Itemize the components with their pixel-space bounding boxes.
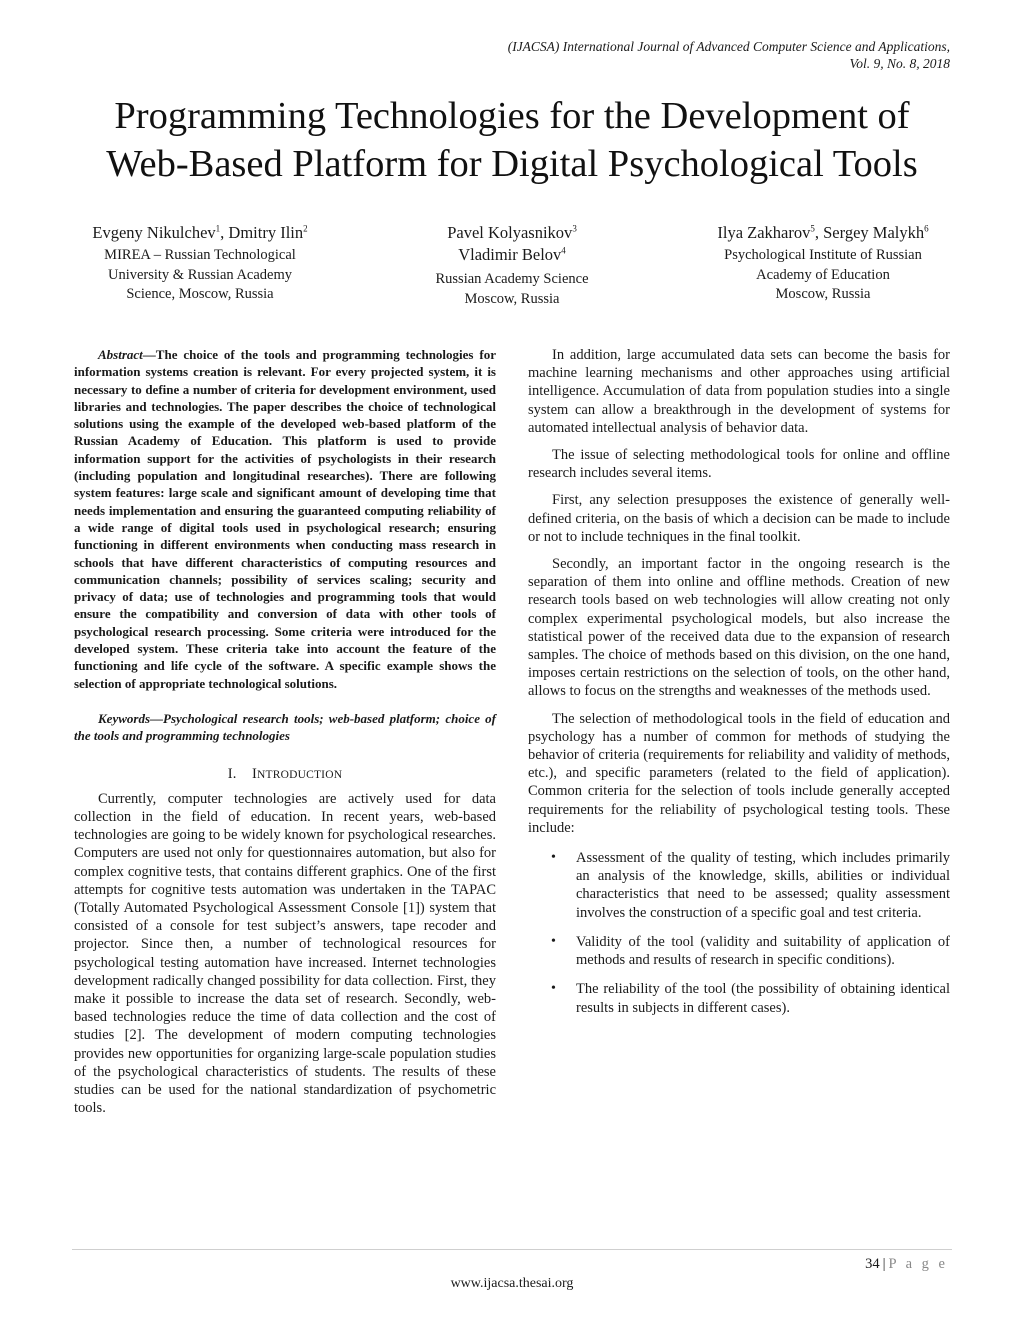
author-names [382, 222, 642, 266]
author-name: Ilya Zakharov [717, 223, 811, 242]
author-names [72, 222, 328, 244]
affiliation-line: Science, Moscow, Russia [126, 286, 274, 302]
body-paragraph: The issue of selecting methodological tools for online and offline research includes several items. [528, 447, 950, 482]
footer-divider [72, 1249, 952, 1250]
affiliation-line: MIREA – Russian Technological [104, 247, 296, 263]
body-paragraph: In addition, large accumulated data sets can become the basis for machine learning mechanisms and other approaches using artificial intelligence. Accumulation of data from population studies into a single system can allow a breakthrough in the development of systems for automated intellectual analysis of behavior data. [528, 347, 950, 436]
title-line-1: Programming Technologies for the Development of [114, 95, 910, 137]
author-name: Sergey Malykh [823, 223, 925, 242]
affiliation-marker: 6 [924, 223, 929, 234]
affiliation-line: Russian Academy Science [435, 271, 589, 287]
author-separator: , [220, 223, 229, 242]
body-paragraph: Secondly, an important factor in the ongoing research is the separation of them into online and offline methods. Creation of new research tools based on web technologies will allow creating not only complex experimental psychological models, but also increase the statistical power of the received data due to the expansion of research samples. The choice of methods based on this division, on the one hand, imposes certain restrictions on the selection of tools, on the other hand, allows to focus on the strengths and weaknesses of the methods used. [528, 556, 950, 700]
right-column [528, 346, 950, 1028]
author-group-3 [694, 222, 952, 305]
affiliation-marker: 4 [561, 245, 566, 256]
affiliation-line: Psychological Institute of Russian [724, 247, 922, 263]
author-group-2 [382, 222, 642, 309]
list-item-text: Assessment of the quality of testing, which includes primarily an analysis of the knowledge, skills, abilities or individual characteristics that need to be assessed; quality assessment involves the construction of a specific goal and test criteria. [576, 850, 950, 921]
keywords [74, 710, 496, 745]
intro-paragraph: Currently, computer technologies are actively used for data collection in the field of education. In recent years, web-based technologies are going to be widely known for psychological researches. Computers are used not only for questionnaires automation, but also for complex cognitive tests, that contains different graphics. One of the first attempts for cognitive tests automation was undertaken in the TAPAC (Totally Automated Psychological Assessment Console [1]) system that consisted of a console for test subject’s answers, tape recoder and projector. Since then, a number of technological resources for psychological testing automation have increased. Internet technologies development radically changed possibility for data collection. First, they make it possible to increase the data set of research. Secondly, web-based technologies reduce the time of data collection and the cost of studies [2]. The development of modern computing technologies provides new opportunities for organizing large-scale population studies of the psychological characteristics of students. The results of these studies can be used for the national standardization of psychometric tools. [74, 790, 496, 1117]
keywords-text: Psychological research tools; web-based platform; choice of the tools and programming technologies [74, 710, 496, 744]
author-name: Evgeny Nikulchev [92, 223, 216, 242]
affiliation-marker: 5 [810, 223, 815, 234]
affiliation-marker: 3 [572, 223, 577, 234]
page-label: P a g e [888, 1256, 948, 1272]
bullet-icon: • [551, 933, 556, 949]
bullet-icon: • [551, 850, 556, 866]
journal-name: (IJACSA) International Journal of Advanced Computer Science and Applications, [507, 39, 950, 54]
abstract [74, 346, 496, 692]
affiliation-line: Academy of Education [756, 266, 890, 283]
journal-header [508, 38, 950, 72]
author-names [694, 222, 952, 244]
list-item-text: Validity of the tool (validity and suitability of application of methods and results of research in specific conditions). [576, 933, 950, 969]
left-column [74, 346, 496, 1117]
section-title-initial: I [251, 765, 257, 782]
author-separator: , [814, 223, 824, 242]
journal-volume: Vol. 9, No. 8, 2018 [849, 56, 950, 71]
author-group-1 [72, 222, 328, 305]
bullet-icon: • [551, 981, 556, 997]
title-line-2: Web-Based Platform for Digital Psychological Tools [106, 143, 918, 185]
author-name: Vladimir Belov [458, 245, 562, 264]
affiliation-marker: 2 [303, 223, 308, 234]
abstract-text: The choice of the tools and programming technologies for information systems creation is relevant. For every projected system, it is necessary to define a number of criteria for development environment, used libraries and technologies. The paper describes the choice of technological solutions using the example of the developed web-based platform of the Russian Academy of Education. This platform is used to provide information support for the activities of psychologists in their research (including population and longitudinal researches). There are following system features: large scale and significant amount of developing time that needs implementation and ensuring the guaranteed computing reliability of a wide range of digital tools used in psychological research; ensuring functioning in different environments when conducting mass research in schools that have different characteristics of computing resources and communication channels; possibility of services scaling; security and privacy of data; use of technologies and programming tools that would ensure the compatibility and conversion of data with other tools of psychological research processing. Some criteria were introduced for the developed system. These criteria take into account the feature of the functioning and life cycle of the software. A specific example shows the selection of appropriate technological solutions. [74, 347, 496, 691]
author-name: Pavel Kolyasnikov [447, 223, 573, 242]
body-paragraph: The selection of methodological tools in the field of education and psychology has a number of common for methods of studying the behavior of criteria (requirements for reliability and validity of methods, etc.), and specific parameters (related to the field of application). Common criteria for the selection of tools include generally accepted requirements for the reliability of psychological testing tools. These include: [528, 710, 950, 836]
page-number-value: 34 [865, 1256, 880, 1272]
author-name: Dmitry Ilin [228, 223, 304, 242]
list-item [528, 933, 950, 969]
abstract-label: Abstract [98, 347, 143, 362]
keywords-label: Keywords [98, 710, 150, 726]
affiliation-marker: 1 [215, 223, 221, 234]
section-heading-introduction [74, 765, 496, 784]
body-paragraph: First, any selection presupposes the existence of generally well-defined criteria, on the basis of which a decision can be made to include or not to include techniques in the final toolkit. [528, 492, 950, 545]
page-separator: | [882, 1256, 886, 1272]
section-title-rest: NTRODUCTION [256, 768, 343, 781]
list-item [528, 849, 950, 922]
list-item-text: The reliability of the tool (the possibility of obtaining identical results in subjects in different cases). [576, 981, 950, 1016]
affiliation-line: Moscow, Russia [775, 286, 871, 302]
keywords-dash: — [150, 710, 163, 726]
affiliation-line: Moscow, Russia [464, 290, 560, 307]
page-number [865, 1256, 948, 1273]
paper-title [0, 92, 1024, 188]
abstract-dash: — [142, 347, 156, 362]
section-number: I. [227, 765, 237, 782]
criteria-list [528, 849, 950, 1017]
footer-website: www.ijacsa.thesai.org [450, 1276, 574, 1291]
list-item [528, 980, 950, 1016]
affiliation-line: University & Russian Academy [107, 266, 293, 283]
